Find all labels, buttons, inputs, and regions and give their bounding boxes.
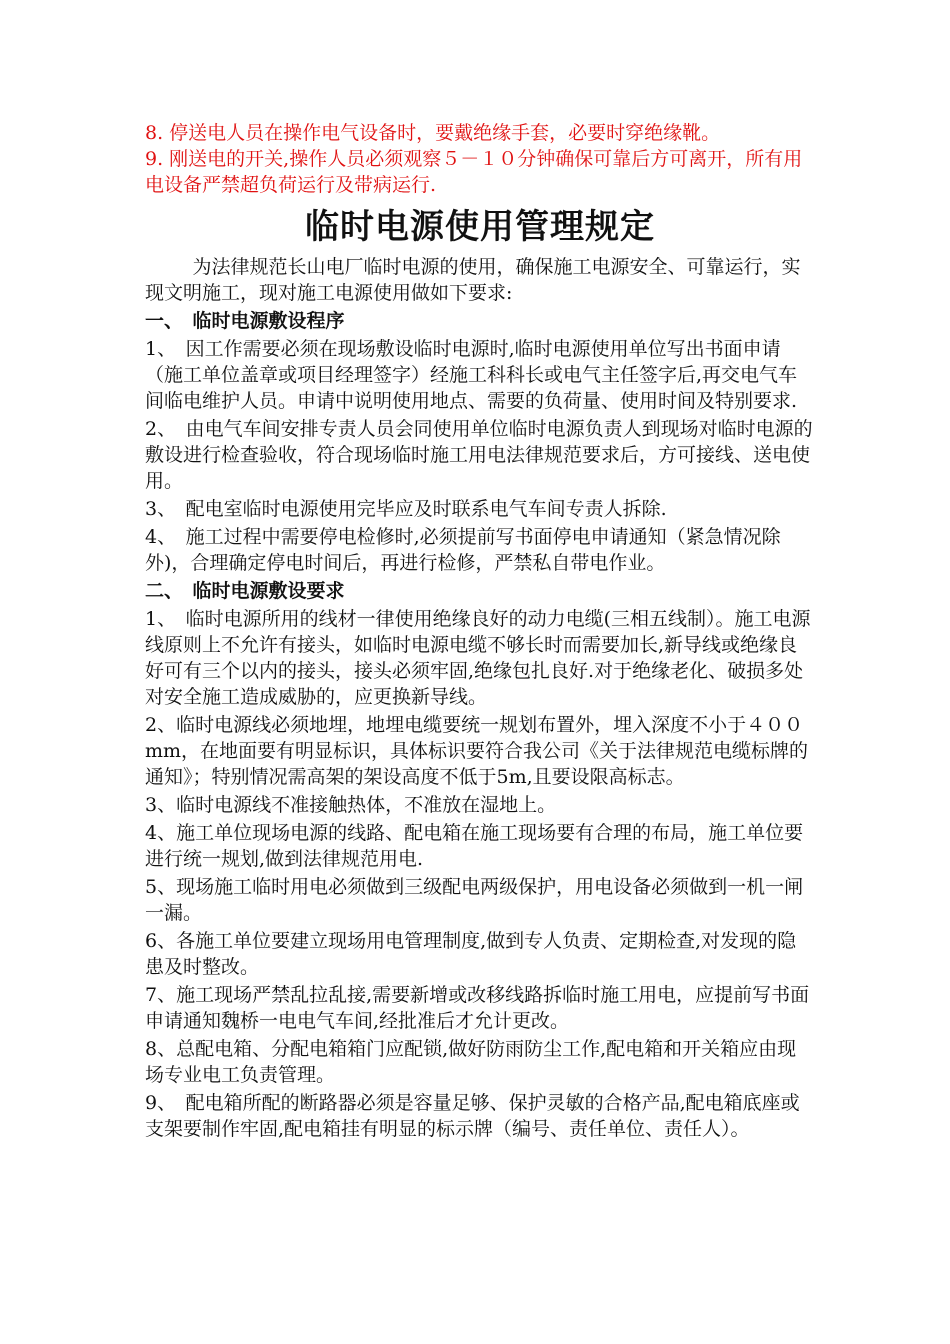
section-2-item-5: 5、现场施工临时用电必须做到三级配电两级保护，用电设备必须做到一机一闸一漏。: [145, 876, 804, 924]
section-2-item-9: 9、 配电箱所配的断路器必须是容量足够、保护灵敏的合格产品,配电箱底座或支架要制作牢固,配电箱挂有明显的标示牌（编号、责任单位、责任人）。: [145, 1092, 800, 1140]
section-2-item-6: 6、各施工单位要建立现场用电管理制度,做到专人负责、定期检查,对发现的隐患及时整改。: [145, 930, 797, 978]
section-1-heading: 一、 临时电源敷设程序: [145, 310, 345, 332]
section-1-item-1: 1、 因工作需要必须在现场敷设临时电源时,临时电源使用单位写出书面申请（施工单位盖章或项目经理签字）经施工科科长或电气主任签字后,再交电气车间临电维护人员。申请中说明使用地点、需要的负荷量、使用时间及特别要求.: [145, 338, 798, 412]
section-1-item-4: 4、 施工过程中需要停电检修时,必须提前写书面停电申请通知（紧急情况除外)，合理确定停电时间后，再进行检修，严禁私自带电作业。: [145, 526, 781, 574]
section-2-item-1: 1、 临时电源所用的线材一律使用绝缘良好的动力电缆(三相五线制）。施工电源线原则上不允许有接头，如临时电源电缆不够长时而需要加长,新导线或绝缘良好可有三个以内的接头，接头必须牢固,绝缘包扎良好.对于绝缘老化、破损多处对安全施工造成威胁的，应更换新导线。: [145, 608, 811, 708]
intro-paragraph: 为法律规范长山电厂临时电源的使用，确保施工电源安全、可靠运行，实现文明施工，现对施工电源使用做如下要求:: [145, 256, 801, 304]
section-1-item-3: 3、 配电室临时电源使用完毕应及时联系电气车间专责人拆除.: [145, 498, 667, 520]
note-8: 8. 停送电人员在操作电气设备时，要戴绝缘手套，必要时穿绝缘靴。: [145, 122, 721, 144]
note-9: 9. 刚送电的开关,操作人员必须观察５－１０分钟确保可靠后方可离开，所有用电设备严禁超负荷运行及带病运行.: [145, 148, 803, 196]
section-2-heading: 二、 临时电源敷设要求: [145, 580, 345, 602]
section-2-item-4: 4、施工单位现场电源的线路、配电箱在施工现场要有合理的布局，施工单位要进行统一规划,做到法律规范用电.: [145, 822, 804, 870]
section-1-item-2: 2、 由电气车间安排专责人员会同使用单位临时电源负责人到现场对临时电源的敷设进行检查验收，符合现场临时施工用电法律规范要求后，方可接线、送电使用。: [145, 418, 813, 492]
document-page: [145, 120, 815, 1142]
section-2-item-7: 7、施工现场严禁乱拉乱接,需要新增或改移线路拆临时施工用电，应提前写书面申请通知魏桥一电电气车间,经批准后才允计更改。: [145, 984, 810, 1032]
section-2-item-8: 8、总配电箱、分配电箱箱门应配锁,做好防雨防尘工作,配电箱和开关箱应由现场专业电工负责管理。: [145, 1038, 797, 1086]
document-title: 临时电源使用管理规定: [305, 207, 655, 247]
section-2-item-2: 2、临时电源线必须地埋，地埋电缆要统一规划布置外，埋入深度不小于４００mm，在地面要有明显标识，具体标识要符合我公司《关于法律规范电缆标牌的通知》；特别情况需高架的架设高度不低于5m,且要设限高标志。: [145, 714, 809, 788]
section-2-item-3: 3、临时电源线不准接触热体，不准放在湿地上。: [145, 794, 557, 816]
